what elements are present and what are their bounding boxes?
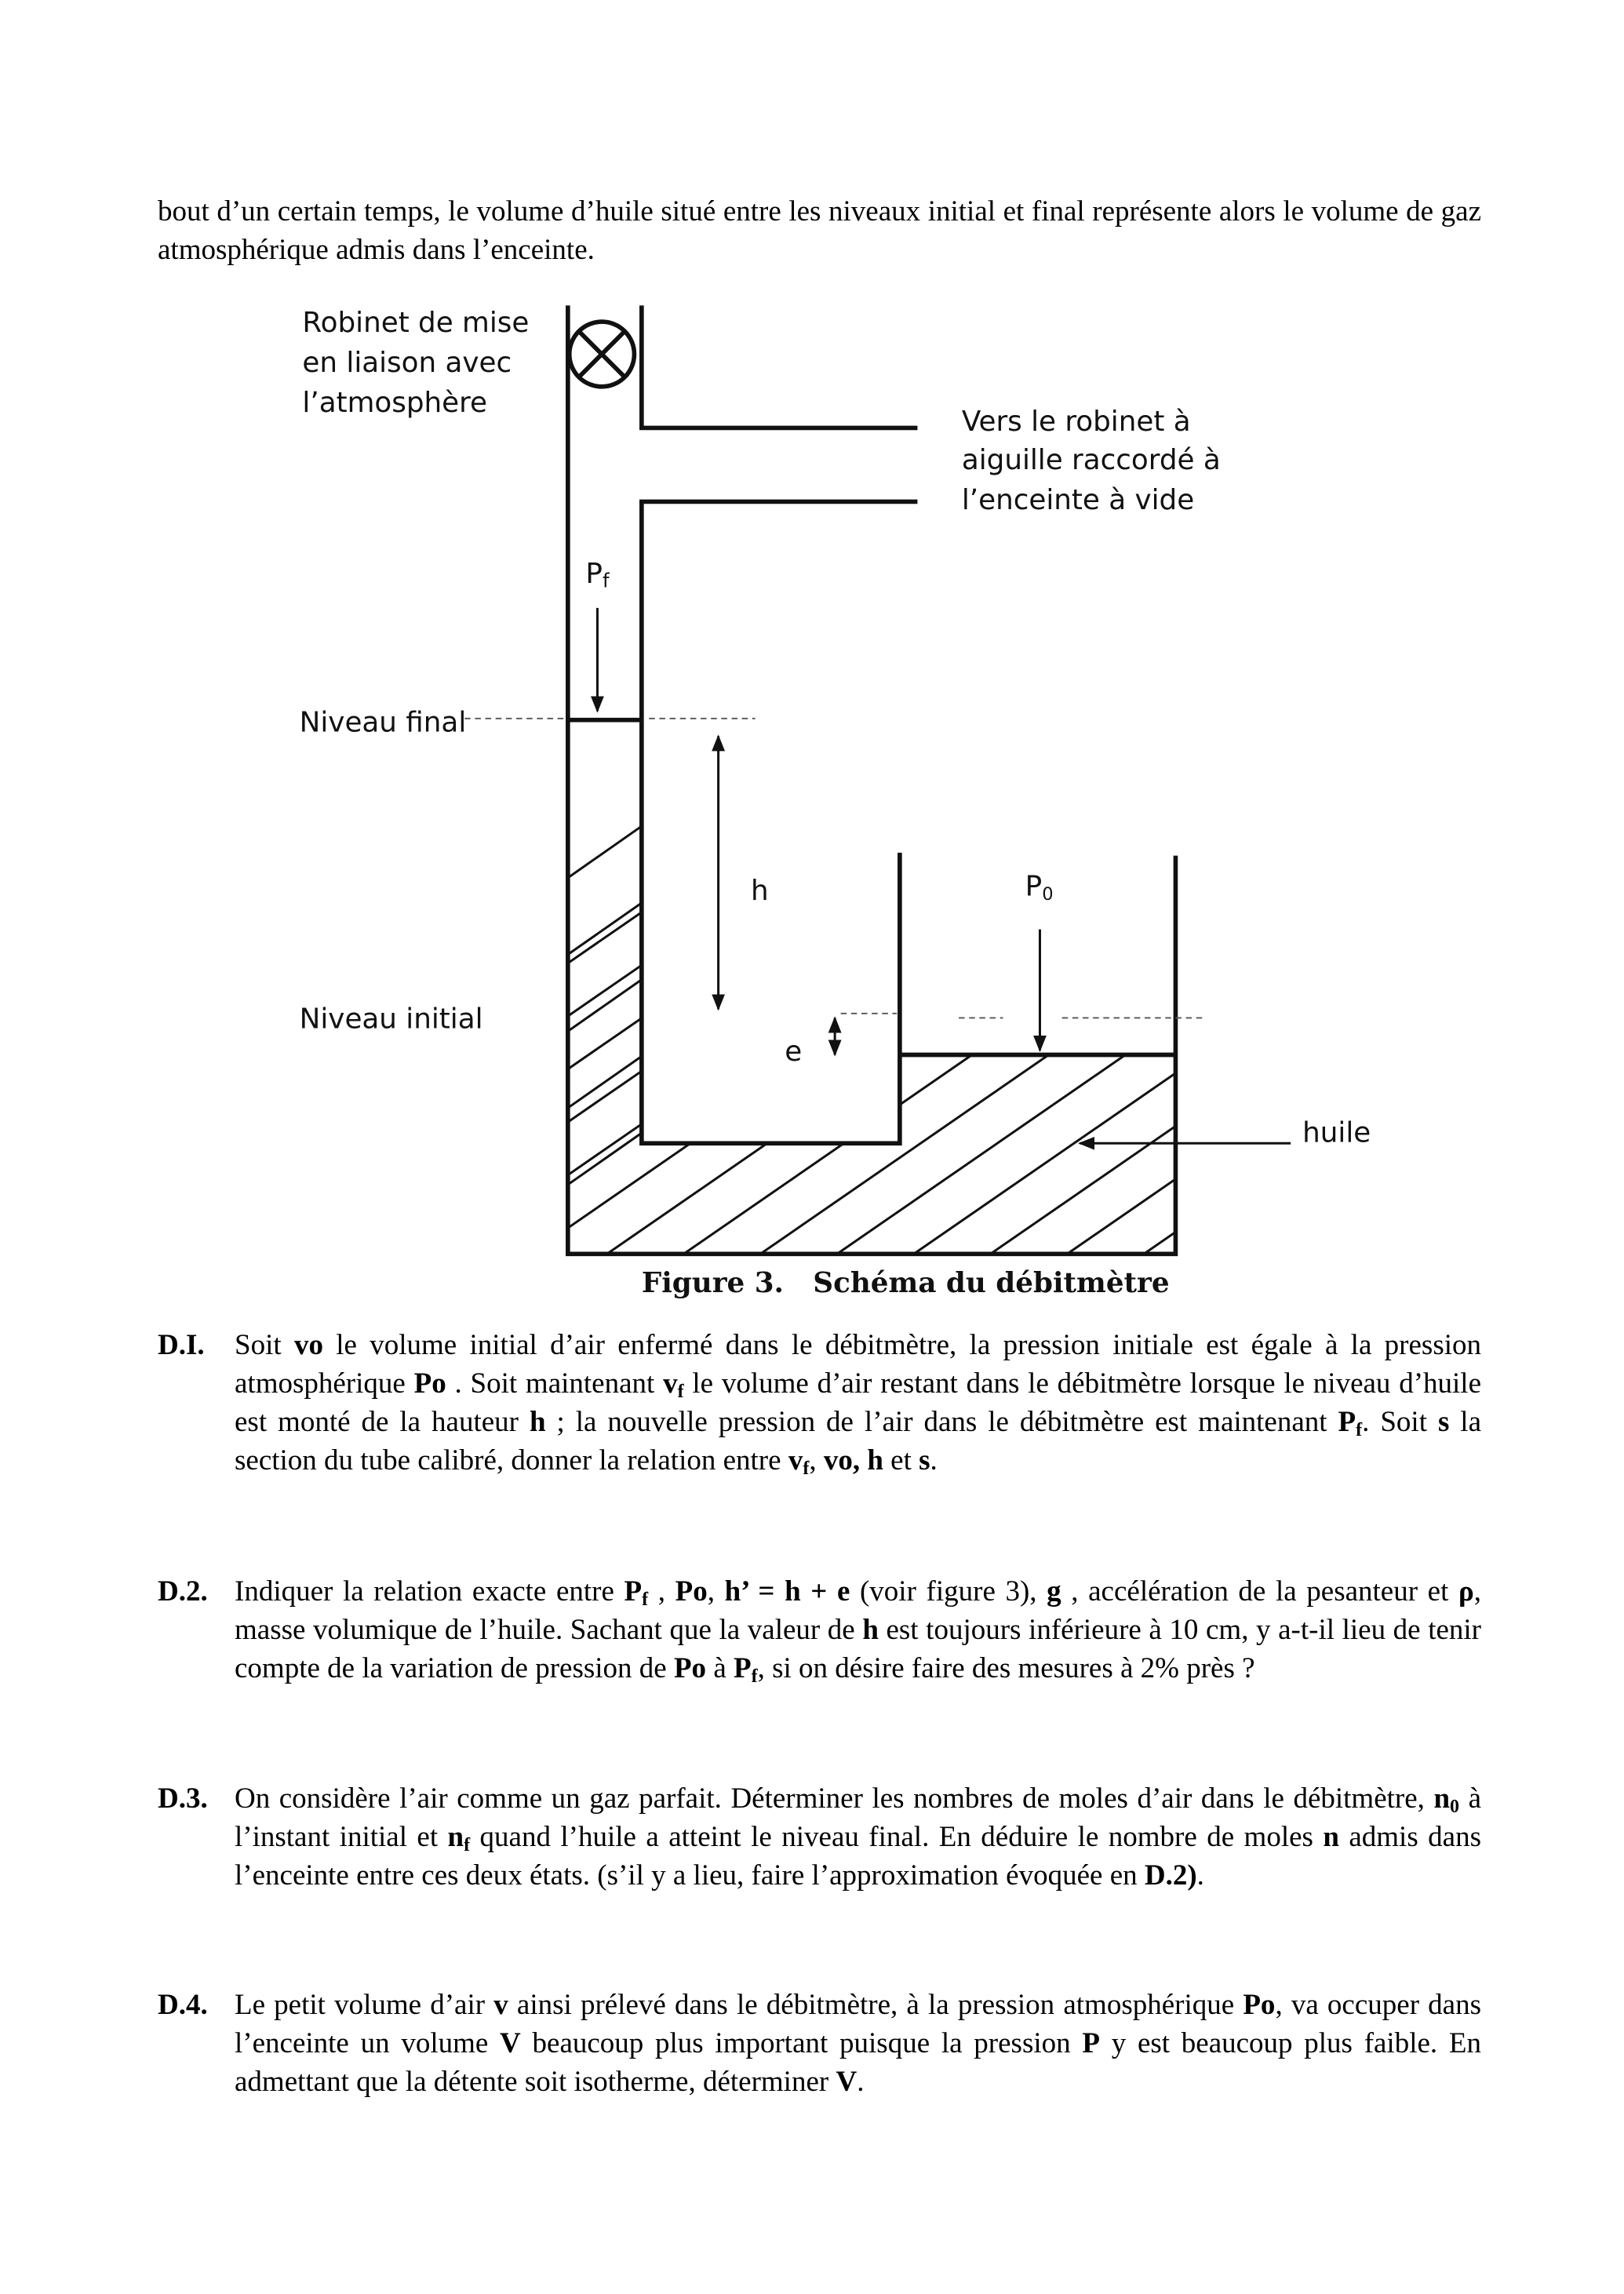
bold-term: h bbox=[862, 1614, 879, 1646]
p0-label bbox=[1025, 870, 1054, 905]
question-label: D.I. bbox=[158, 1329, 205, 1361]
intro-paragraph: bout d’un certain temps, le volume d’huile situé entre les niveaux initial et final représente alors le volume de gaz atmosphérique admis dans l’enceinte. bbox=[158, 195, 1481, 266]
hatch-line bbox=[279, 841, 898, 1269]
text-run: , bbox=[809, 1444, 824, 1477]
valve-icon bbox=[570, 322, 635, 387]
bold-term: h’ = h + e bbox=[724, 1575, 850, 1608]
bold-term: P bbox=[734, 1652, 752, 1684]
hatch-line bbox=[568, 1133, 642, 1185]
huile-label: huile bbox=[1302, 1116, 1371, 1149]
text-run: Le petit volume d’air bbox=[235, 1989, 494, 2021]
pf-label-sub: f bbox=[602, 569, 610, 592]
e-label: e bbox=[785, 1036, 803, 1069]
text-run: Indiquer la relation exacte entre bbox=[235, 1575, 624, 1608]
text-run: , bbox=[707, 1575, 725, 1608]
text-run: ainsi prélevé dans le débitmètre, à la pression atmosphérique bbox=[508, 1989, 1243, 2021]
bold-term: f bbox=[677, 1382, 684, 1402]
p0-label-main: P bbox=[1025, 870, 1043, 903]
bold-term: vo bbox=[293, 1329, 323, 1361]
bold-term: Po bbox=[1243, 1989, 1276, 2021]
hatch-line bbox=[1429, 841, 1624, 1269]
bold-term: vo, bbox=[823, 1444, 861, 1477]
question-label: D.2. bbox=[158, 1575, 208, 1608]
bold-term: n bbox=[1433, 1782, 1451, 1815]
hatch-line bbox=[568, 980, 642, 1032]
valve-label-1: Robinet de mise bbox=[302, 307, 530, 340]
bold-term: D.2) bbox=[1144, 1859, 1197, 1892]
text-run: . bbox=[930, 1444, 938, 1477]
bold-term: h bbox=[529, 1406, 546, 1438]
bold-term: v bbox=[493, 1989, 508, 2021]
text-run: , accélération de la pesanteur et bbox=[1061, 1575, 1458, 1608]
hatch-line bbox=[1353, 841, 1624, 1269]
bold-term: f bbox=[1356, 1420, 1363, 1440]
hatch-line bbox=[568, 903, 642, 955]
niveau-initial-label: Niveau initial bbox=[299, 1003, 483, 1036]
valve-label-3: l’atmosphère bbox=[302, 386, 488, 419]
bold-term: P bbox=[1082, 2027, 1100, 2059]
pf-label bbox=[585, 558, 610, 592]
hatch-line bbox=[202, 841, 822, 1269]
niveau-final-label: Niveau final bbox=[299, 706, 467, 739]
bold-term: n bbox=[447, 1821, 464, 1853]
bold-term: 0 bbox=[1450, 1797, 1460, 1817]
text-run: ; la nouvelle pression de l’air dans le débitmètre est maintenant bbox=[545, 1406, 1338, 1438]
text-run: le volume d’air restant dans le débitmètre lorsque le niveau d’huile est monté de la hauteur bbox=[235, 1367, 1482, 1438]
text-run: à l’instant initial et bbox=[235, 1782, 1481, 1853]
bold-term: V bbox=[836, 2066, 858, 2098]
bold-term: s bbox=[1437, 1406, 1450, 1438]
bold-term: Po bbox=[413, 1367, 446, 1400]
text-run bbox=[860, 1444, 867, 1477]
bold-term: Po bbox=[673, 1652, 707, 1684]
text-run: . bbox=[1196, 1859, 1204, 1892]
hatch-line bbox=[126, 841, 745, 1269]
text-run: Soit bbox=[235, 1329, 294, 1361]
bold-term: P bbox=[1338, 1406, 1356, 1438]
bold-term: ρ bbox=[1458, 1575, 1474, 1608]
bold-term: P bbox=[624, 1575, 643, 1608]
hatch-line bbox=[1506, 841, 1624, 1269]
bold-term: f bbox=[751, 1666, 758, 1687]
bold-term: h bbox=[867, 1444, 883, 1477]
text-run: la section du tube calibré, donner la relation entre bbox=[235, 1406, 1482, 1477]
text-run: , bbox=[648, 1575, 675, 1608]
text-run: . Soit bbox=[1362, 1406, 1438, 1438]
p0-label-sub: 0 bbox=[1042, 884, 1054, 905]
text-run: à bbox=[706, 1652, 734, 1684]
question-text bbox=[235, 1986, 1481, 2101]
question-text bbox=[235, 1326, 1481, 1480]
text-run: On considère l’air comme un gaz parfait. Déterminer les nombres de moles d’air dans le débitmètre, bbox=[235, 1782, 1434, 1815]
text-run: y est beaucoup plus faible. En admettant que la détente soit isotherme, déterminer bbox=[235, 2027, 1481, 2098]
text-run: et bbox=[883, 1444, 919, 1477]
bold-term: s bbox=[919, 1444, 930, 1477]
bold-term: V bbox=[500, 2027, 521, 2059]
pf-label-main: P bbox=[585, 557, 603, 590]
outlet-label-1: Vers le robinet à bbox=[961, 406, 1191, 439]
valve-label-2: en liaison avec bbox=[302, 347, 512, 380]
figure-caption: Figure 3. Schéma du débitmètre bbox=[641, 1266, 1170, 1300]
text-run: quand l’huile a atteint le niveau final. En déduire le nombre de moles bbox=[470, 1821, 1324, 1853]
bold-term: f bbox=[642, 1589, 649, 1610]
text-run: , si on désire faire des mesures à 2% près ? bbox=[757, 1652, 1255, 1684]
hatch-line bbox=[568, 826, 642, 878]
question-label: D.3. bbox=[158, 1782, 208, 1815]
bold-term: n bbox=[1323, 1821, 1339, 1853]
question-text bbox=[235, 1572, 1481, 1688]
bold-term: v bbox=[663, 1367, 678, 1400]
text-run: . Soit maintenant bbox=[446, 1367, 664, 1400]
outlet-label-2: aiguille raccordé à bbox=[961, 444, 1221, 477]
oil-hatching bbox=[126, 826, 1624, 1269]
h-label: h bbox=[750, 875, 769, 908]
text-run: admis dans l’enceinte entre ces deux états. (s’il y a lieu, faire l’approximation évoquée en bbox=[235, 1821, 1481, 1892]
level-dashes bbox=[464, 719, 1202, 1018]
hatch-line bbox=[355, 841, 975, 1269]
bold-term: v bbox=[788, 1444, 803, 1477]
bold-term: g bbox=[1047, 1575, 1061, 1608]
text-run: . bbox=[857, 2066, 865, 2098]
text-run: est toujours inférieure à 10 cm, y a-t-il lieu de tenir compte de la variation de pression de bbox=[235, 1614, 1481, 1684]
text-run: (voir figure 3), bbox=[850, 1575, 1047, 1608]
text-run: , va occuper dans l’enceinte un volume bbox=[235, 1989, 1481, 2059]
hatch-line bbox=[1123, 841, 1624, 1269]
bold-term: f bbox=[464, 1835, 471, 1855]
text-run: le volume initial d’air enfermé dans le débitmètre, la pression initiale est égale à la pression atmosphérique bbox=[235, 1329, 1481, 1400]
hatch-line bbox=[1200, 841, 1624, 1269]
hatch-line bbox=[568, 1056, 642, 1108]
outlet-label-3: l’enceinte à vide bbox=[961, 483, 1195, 516]
question-text bbox=[235, 1779, 1481, 1895]
hatch-line bbox=[1276, 841, 1624, 1269]
text-run: beaucoup plus important puisque la pression bbox=[520, 2027, 1083, 2059]
question-label: D.4. bbox=[158, 1989, 208, 2021]
text-run: , masse volumique de l’huile. Sachant que la valeur de bbox=[235, 1575, 1482, 1646]
bold-term: Po bbox=[675, 1575, 708, 1608]
bold-term: f bbox=[803, 1458, 810, 1479]
hatch-line bbox=[1582, 841, 1624, 1269]
